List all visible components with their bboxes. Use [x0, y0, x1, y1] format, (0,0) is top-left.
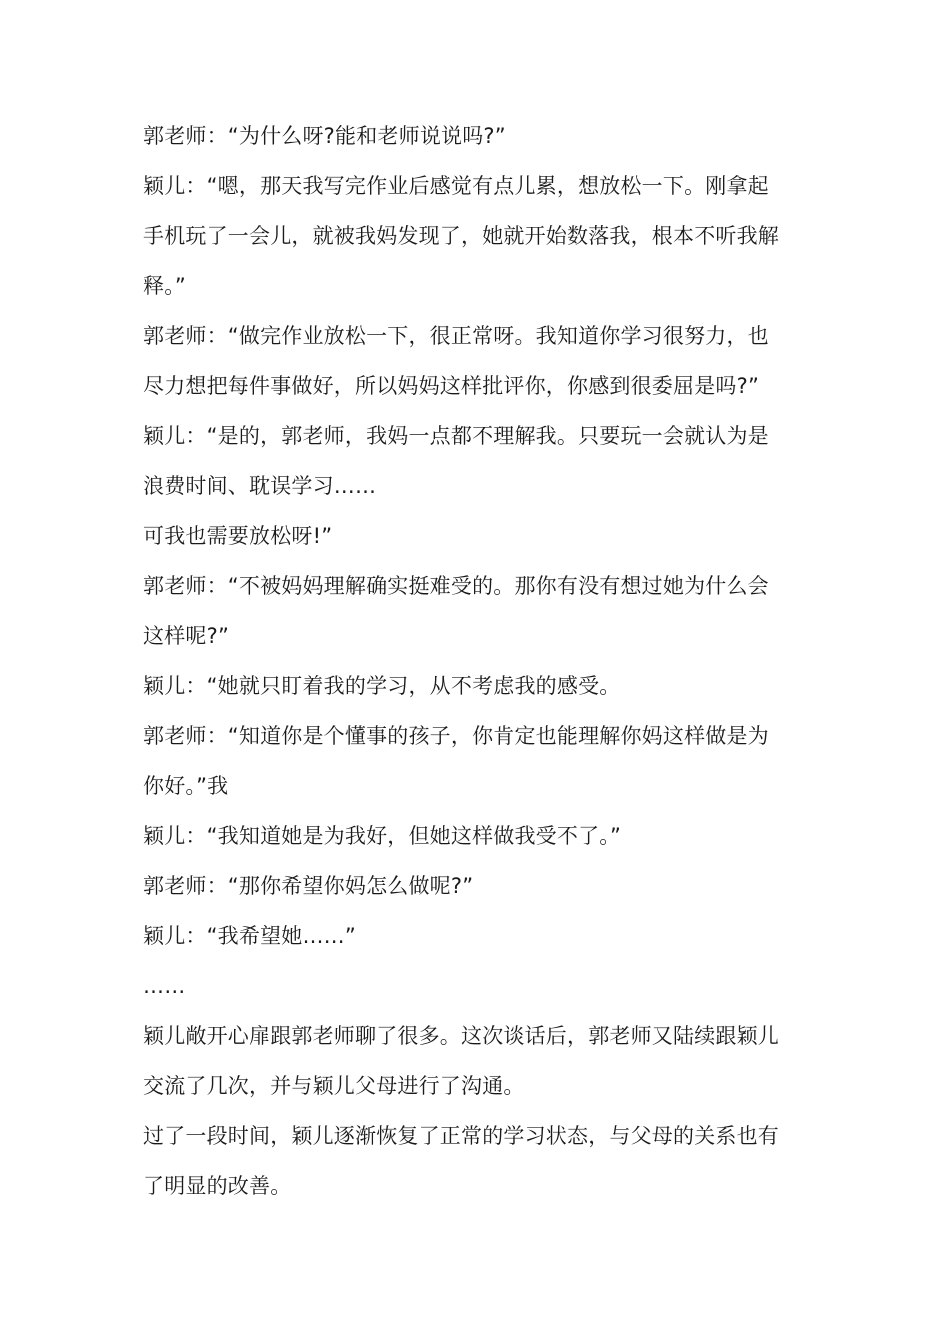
text-line: 尽力想把每件事做好，所以妈妈这样批评你，你感到很委屈是吗?”	[143, 374, 760, 398]
text-line: 了明显的改善。	[143, 1174, 292, 1198]
text-line: 你好。”我	[143, 774, 229, 798]
text-line: 这样呢?”	[143, 624, 230, 648]
text-line: 可我也需要放松呀!”	[143, 524, 333, 548]
text-line: ……	[143, 974, 186, 998]
text-line: 颖儿：“我希望她……”	[143, 924, 356, 948]
text-line: 颖儿：“我知道她是为我好，但她这样做我受不了。”	[143, 824, 622, 848]
text-line: 郭老师：“那你希望你妈怎么做呢?”	[143, 874, 474, 898]
text-line: 交流了几次，并与颖儿父母进行了沟通。	[143, 1074, 525, 1098]
text-line: 颖儿：“是的，郭老师，我妈一点都不理解我。只要玩一会就认为是	[143, 424, 769, 448]
text-line: 郭老师：“知道你是个懂事的孩子，你肯定也能理解你妈这样做是为	[143, 724, 769, 748]
text-line: 释。”	[143, 274, 186, 298]
text-line: 颖儿：“嗯，那天我写完作业后感觉有点儿累，想放松一下。刚拿起	[143, 174, 769, 198]
text-line: 颖儿：“她就只盯着我的学习，从不考虑我的感受。	[143, 674, 621, 698]
text-line: 郭老师：“为什么呀?能和老师说说吗?”	[143, 124, 506, 148]
text-line: 浪费时间、耽误学习……	[143, 474, 377, 498]
document-body	[143, 111, 803, 1211]
text-line: 郭老师：“不被妈妈理解确实挺难受的。那你有没有想过她为什么会	[143, 574, 769, 598]
text-line: 颖儿敞开心扉跟郭老师聊了很多。这次谈话后，郭老师又陆续跟颖儿	[143, 1024, 779, 1048]
text-line: 过了一段时间，颖儿逐渐恢复了正常的学习状态，与父母的关系也有	[143, 1124, 779, 1148]
text-line: 郭老师：“做完作业放松一下，很正常呀。我知道你学习很努力，也	[143, 324, 769, 348]
text-line: 手机玩了一会儿，就被我妈发现了，她就开始数落我，根本不听我解	[143, 224, 779, 248]
